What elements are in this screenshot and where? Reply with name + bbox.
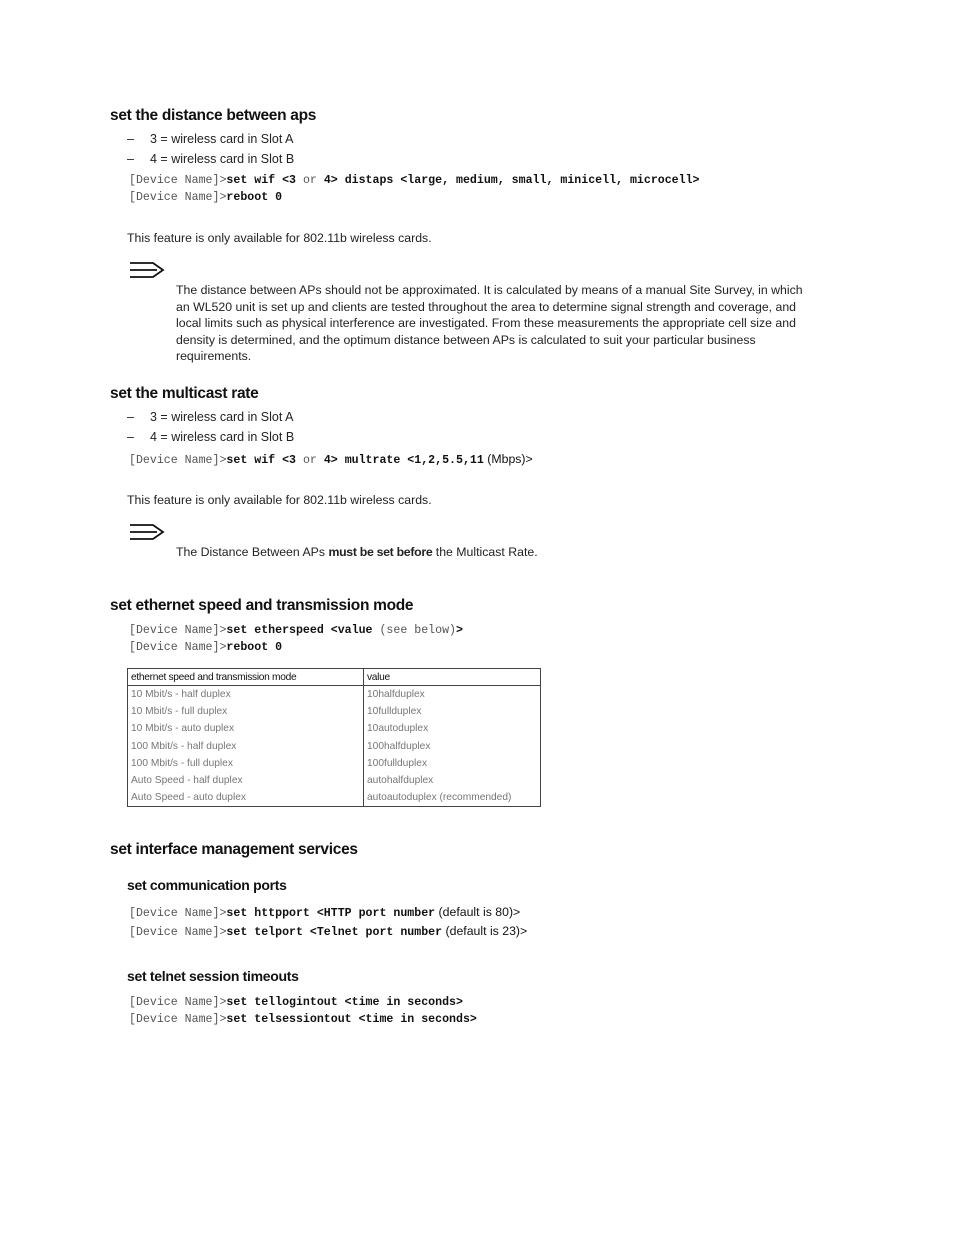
table-cell: Auto Speed - half duplex bbox=[128, 772, 364, 789]
etherspeed-table bbox=[127, 668, 541, 807]
table-cell: 100 Mbit/s - half duplex bbox=[128, 738, 364, 755]
table-header-row bbox=[128, 669, 541, 686]
table-row bbox=[128, 772, 541, 789]
note-arrow-icon bbox=[129, 261, 165, 279]
table-row bbox=[128, 789, 541, 807]
table-cell: 10halfduplex bbox=[364, 686, 541, 704]
note-text: The Distance Between APs must be set before the Multicast Rate. bbox=[176, 545, 538, 559]
table-row bbox=[128, 755, 541, 772]
code-block-distaps: [Device Name]>set wif <3 or 4> distaps <large, medium, small, minicell, microcell> [Device Name]>reboot 0 bbox=[129, 174, 700, 204]
table-cell: 10 Mbit/s - auto duplex bbox=[128, 720, 364, 737]
column-header: value bbox=[364, 669, 541, 686]
column-header: ethernet speed and transmission mode bbox=[128, 669, 364, 686]
list-item: – 4 = wireless card in Slot B bbox=[127, 430, 295, 444]
table-cell: 10 Mbit/s - full duplex bbox=[128, 703, 364, 720]
table-row bbox=[128, 703, 541, 720]
table-cell: autoautoduplex (recommended) bbox=[364, 789, 541, 807]
paragraph: This feature is only available for 802.11b wireless cards. bbox=[127, 493, 432, 507]
subsection-title-timeouts: set telnet session timeouts bbox=[127, 968, 299, 984]
table-cell: 100halfduplex bbox=[364, 738, 541, 755]
table-cell: Auto Speed - auto duplex bbox=[128, 789, 364, 807]
code-block-timeouts: [Device Name]>set tellogintout <time in seconds> [Device Name]>set telsessiontout <time in seconds> bbox=[129, 996, 477, 1026]
table-row bbox=[128, 738, 541, 755]
list-item: – 3 = wireless card in Slot A bbox=[127, 132, 294, 146]
list-item: – 4 = wireless card in Slot B bbox=[127, 152, 295, 166]
table-cell: autohalfduplex bbox=[364, 772, 541, 789]
table-cell: 10fullduplex bbox=[364, 703, 541, 720]
table-row bbox=[128, 686, 541, 704]
note-arrow-icon bbox=[129, 523, 165, 541]
table-cell: 100fullduplex bbox=[364, 755, 541, 772]
table-cell: 10 Mbit/s - half duplex bbox=[128, 686, 364, 704]
section-title-distance: set the distance between aps bbox=[110, 107, 317, 124]
section-title-mgmt-services: set interface management services bbox=[110, 841, 358, 858]
note-text: The distance between APs should not be approximated. It is calculated by means of a manual Site Survey, in which an WL520 unit is set up and clients are tested throughout the area to determine signal strength and coverage, and local limits such as physical interference are investigated. From these measurements the appropriate cell size and density is determined, and the optimum distance between APs is calculated to suit your particular business requirements. bbox=[176, 283, 803, 364]
table-row bbox=[128, 720, 541, 737]
section-title-etherspeed: set ethernet speed and transmission mode bbox=[110, 597, 414, 614]
code-block-etherspeed: [Device Name]>set etherspeed <value (see below)> [Device Name]>reboot 0 bbox=[129, 624, 463, 654]
paragraph: This feature is only available for 802.11b wireless cards. bbox=[127, 231, 432, 245]
code-block-multrate: [Device Name]>set wif <3 or 4> multrate <1,2,5.5,11 (Mbps)> bbox=[129, 452, 533, 467]
subsection-title-ports: set communication ports bbox=[127, 877, 287, 893]
list-item: – 3 = wireless card in Slot A bbox=[127, 410, 294, 424]
table-cell: 100 Mbit/s - full duplex bbox=[128, 755, 364, 772]
table-cell: 10autoduplex bbox=[364, 720, 541, 737]
code-block-ports: [Device Name]>set httpport <HTTP port number (default is 80)> [Device Name]>set telport <Telnet port number (default is 23)> bbox=[129, 905, 528, 939]
section-title-multicast: set the multicast rate bbox=[110, 385, 259, 402]
